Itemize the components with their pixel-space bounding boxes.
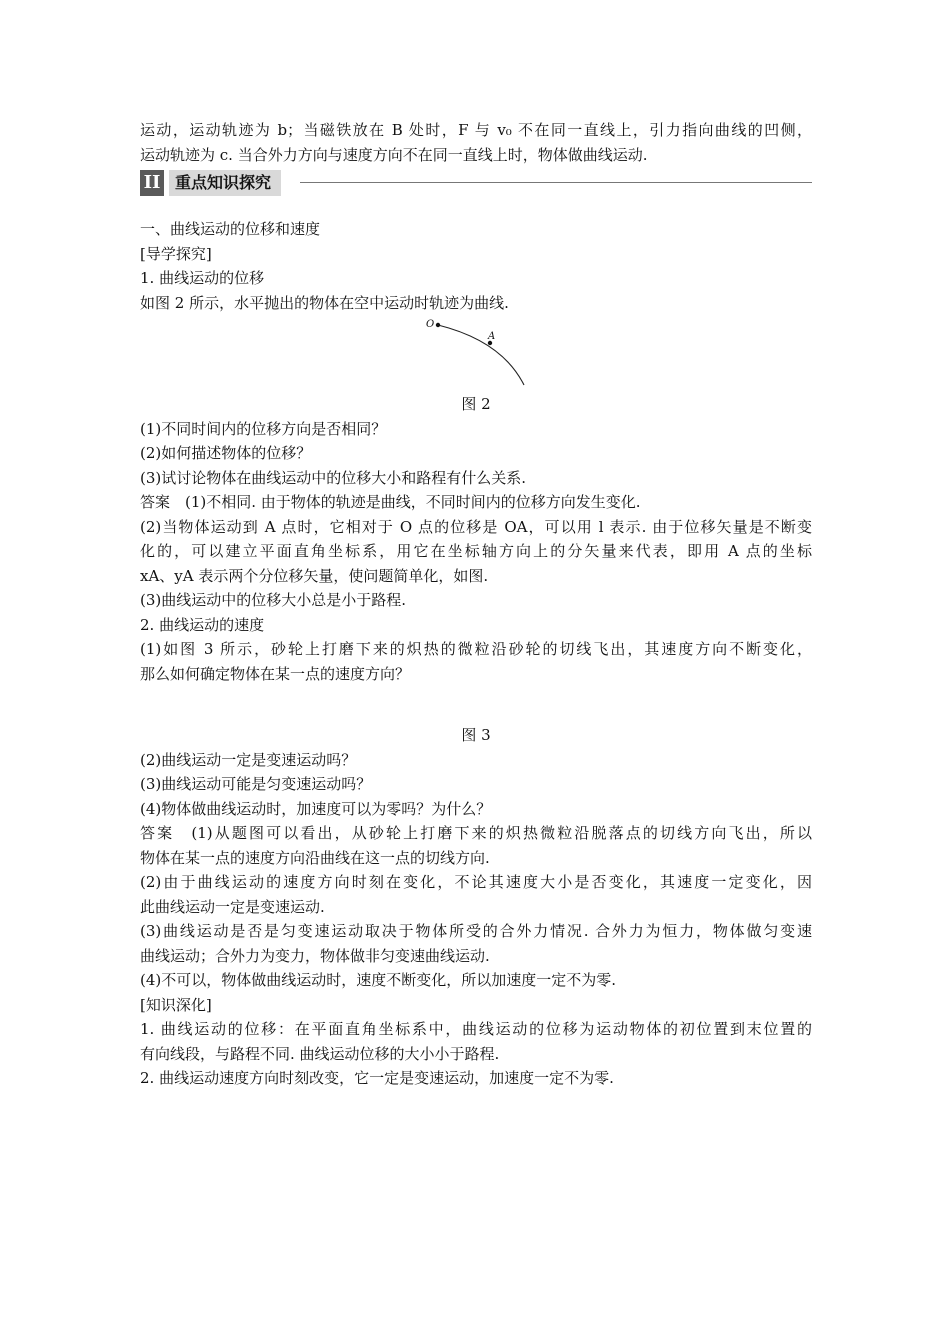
knowledge-1-line-1: 1. 曲线运动的位移：在平面直角坐标系中，曲线运动的位移为运动物体的初位置到末位置的 <box>140 1020 812 1038</box>
label-o: O <box>426 319 435 330</box>
label-a: A <box>488 331 496 342</box>
knowledge-2: 2. 曲线运动速度方向时刻改变，它一定是变速运动，加速度一定不为零. <box>140 1069 614 1087</box>
figure2-intro: 如图 2 所示，水平抛出的物体在空中运动时轨迹为曲线. <box>140 293 509 312</box>
velocity-answer-1-line-1: 答案 (1)从题图可以看出，从砂轮上打磨下来的炽热微粒沿脱落点的切线方向飞出，所以 <box>140 824 812 842</box>
point-o <box>436 323 440 327</box>
figure-2 <box>140 315 812 392</box>
intro-line-2: 运动轨迹为 c. 当合外力方向与速度方向不在同一直线上时，物体做曲线运动. <box>140 145 648 164</box>
subheading-displacement: 1. 曲线运动的位移 <box>140 269 265 287</box>
knowledge-1-line-2: 有向线段，与路程不同. 曲线运动位移的大小小于路程. <box>140 1044 500 1063</box>
velocity-answer-4: (4)不可以，物体做曲线运动时，速度不断变化，所以加速度一定不为零. <box>140 971 617 989</box>
figure-3 <box>140 686 812 723</box>
section-title: 重点知识探究 <box>169 170 281 196</box>
figure-3-caption: 图 3 <box>461 726 491 744</box>
answer-3: (3)曲线运动中的位移大小总是小于路程. <box>140 591 407 609</box>
velocity-answer-3-line-1: (3)曲线运动是否是匀变速运动取决于物体所受的合外力情况. 合外力为恒力，物体做匀变速 <box>140 922 812 940</box>
question-3: (3)试讨论物体在曲线运动中的位移大小和路程有什么关系. <box>140 468 527 487</box>
answer-1: 答案 (1)不相同. 由于物体的轨迹是曲线，不同时间内的位移方向发生变化. <box>140 493 641 511</box>
velocity-answer-2-line-1: (2)由于曲线运动的速度方向时刻在变化，不论其速度大小是否变化，其速度一定变化，因 <box>140 873 812 891</box>
subheading-velocity: 2. 曲线运动的速度 <box>140 615 265 634</box>
velocity-answer-3-line-2: 曲线运动；合外力为变力，物体做非匀变速曲线运动. <box>140 946 490 965</box>
question-1: (1)不同时间内的位移方向是否相同？ <box>140 419 387 438</box>
velocity-answer-2-line-2: 此曲线运动一定是变速运动. <box>140 897 325 916</box>
velocity-question-4: (4)物体做曲线运动时，加速度可以为零吗？为什么？ <box>140 799 492 818</box>
velocity-question-2: (2)曲线运动一定是变速运动吗？ <box>140 750 357 769</box>
guide-label: [导学探究] <box>140 244 212 263</box>
document-page <box>140 118 812 1091</box>
section-header <box>140 170 812 198</box>
trajectory-curve <box>438 325 524 385</box>
velocity-question-3: (3)曲线运动可能是匀变速运动吗？ <box>140 775 372 793</box>
velocity-question-1-line-1: (1)如图 3 所示，砂轮上打磨下来的炽热的微粒沿砂轮的切线飞出，其速度方向不断变化， <box>140 640 812 658</box>
velocity-question-1-line-2: 那么如何确定物体在某一点的速度方向？ <box>140 664 411 683</box>
question-2: (2)如何描述物体的位移？ <box>140 444 312 462</box>
answer-2-line-3: xA、yA 表示两个分位移矢量，使问题简单化，如图. <box>140 566 489 585</box>
section-number-badge: II <box>140 170 164 196</box>
trajectory-diagram <box>140 315 812 392</box>
deepen-label: [知识深化] <box>140 995 212 1014</box>
figure-2-caption: 图 2 <box>461 395 491 413</box>
section-divider <box>300 182 812 183</box>
intro-line-1: 运动，运动轨迹为 b；当磁铁放在 B 处时，F 与 v₀ 不在同一直线上，引力指向曲线的凹侧， <box>140 121 812 139</box>
answer-2-line-1: (2)当物体运动到 A 点时，它相对于 O 点的位移是 OA，可以用 l 表示. 由于位移矢量是不断变 <box>140 517 812 536</box>
part-heading: 一、曲线运动的位移和速度 <box>140 220 321 238</box>
answer-2-line-2: 化的，可以建立平面直角坐标系，用它在坐标轴方向上的分矢量来代表，即用 A 点的坐标 <box>140 542 812 560</box>
velocity-answer-1-line-2: 物体在某一点的速度方向沿曲线在这一点的切线方向. <box>140 848 490 867</box>
